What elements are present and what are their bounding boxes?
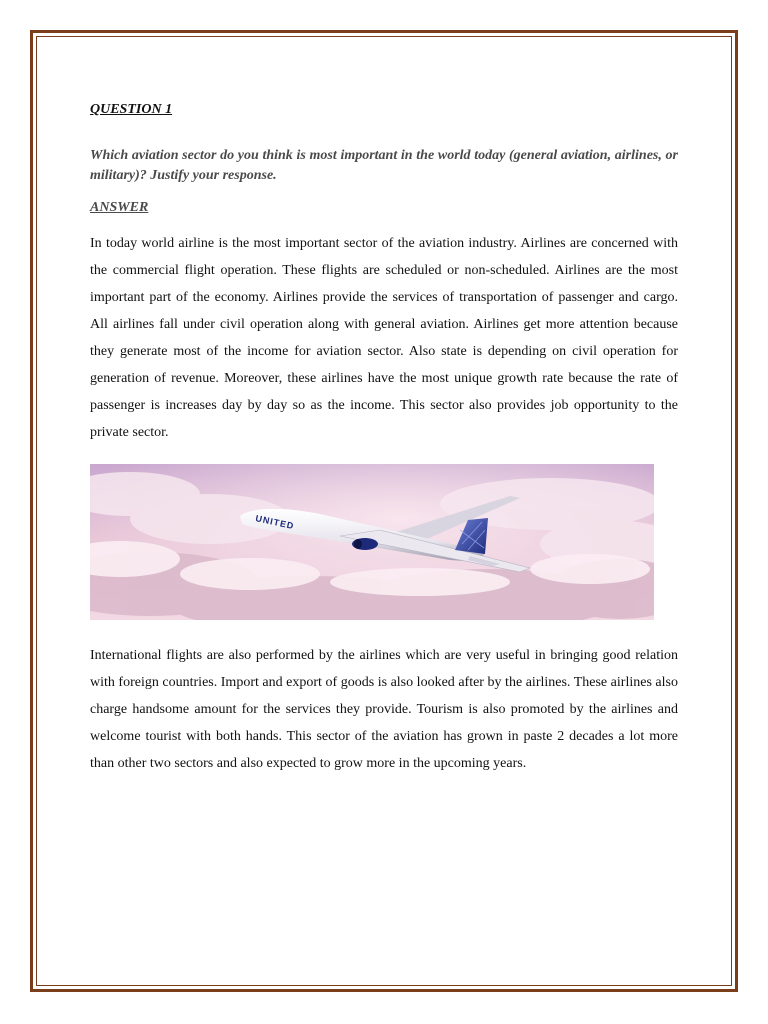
answer-paragraph-2: International flights are also performed by the airlines which are very useful in bringing good relation with foreign countries. Import and export of goods is also looked after by the airlines. These airlines also charge handsome amount for the services they provide. Tourism is also promoted by the airlines and welcome tourist with both hands. This sector of the aviation has grown in paste 2 decades a lot more than other two sectors and also expected to grow more in the upcoming years. (90, 648, 678, 771)
answer-heading: ANSWER (90, 200, 149, 215)
question-text: Which aviation sector do you think is most important in the world today (general aviation, airlines, or military)? Justify your response. (90, 148, 678, 183)
answer-paragraph-1: In today world airline is the most important sector of the aviation industry. Airlines are concerned with the commercial flight operation. These flights are scheduled or non-scheduled. Airlines are the most important part of the economy. Airlines provide the services of transportation of passenger and cargo. All airlines fall under civil operation along with general aviation. Airlines get more attention because they generate most of the income for aviation sector. Also state is depending on civil operation for generation of revenue. Moreover, these airlines have the most unique growth rate because the rate of passenger is increases day by day so as the income. This sector also provides job opportunity to the private sector. (90, 236, 678, 440)
page-content (90, 100, 678, 777)
airplane-photo (90, 464, 654, 620)
question-heading: QUESTION 1 (90, 102, 173, 117)
livery-text: UNITED (254, 513, 296, 532)
airplane-photo-graphic (90, 464, 654, 620)
